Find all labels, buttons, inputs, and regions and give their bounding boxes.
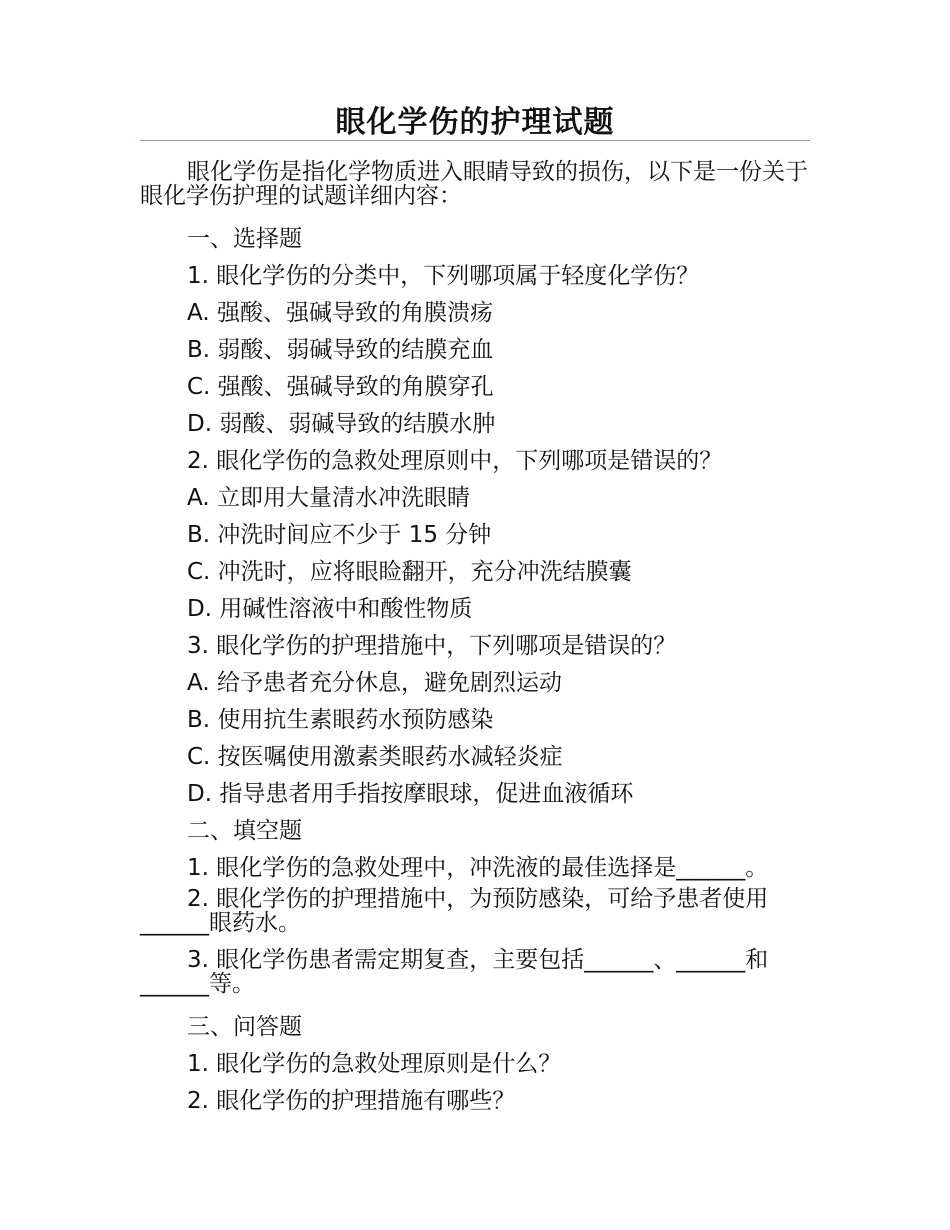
choice-q3-stem: 3. 眼化学伤的护理措施中，下列哪项是错误的？	[187, 633, 677, 659]
choice-q2-option-d: D. 用碱性溶液中和酸性物质	[187, 596, 473, 622]
intro-paragraph: 眼化学伤是指化学物质进入眼睛导致的损伤，以下是一份关于眼化学伤护理的试题详细内容：	[140, 159, 808, 209]
choice-q1-option-b: B. 弱酸、弱碱导致的结膜充血	[187, 337, 494, 363]
choice-q3-option-d: D. 指导患者用手指按摩眼球，促进血液循环	[187, 781, 634, 807]
section-heading-essay: 三、问答题	[187, 1014, 302, 1040]
choice-q3-option-c: C. 按医嘱使用激素类眼药水减轻炎症	[187, 744, 563, 770]
choice-q2-option-b: B. 冲洗时间应不少于 15 分钟	[187, 522, 492, 548]
choice-q1-option-c: C. 强酸、强碱导致的角膜穿孔	[187, 374, 494, 400]
choice-q2-option-c: C. 冲洗时，应将眼睑翻开，充分冲洗结膜囊	[187, 559, 632, 585]
title-underline	[140, 140, 810, 141]
choice-q1-option-a: A. 强酸、强碱导致的角膜溃疡	[187, 300, 493, 326]
choice-q3-option-b: B. 使用抗生素眼药水预防感染	[187, 707, 494, 733]
choice-q2-stem: 2. 眼化学伤的急救处理原则中，下列哪项是错误的？	[187, 448, 723, 474]
fill-q1: 1. 眼化学伤的急救处理中，冲洗液的最佳选择是______。	[187, 855, 769, 881]
fill-q2: 2. 眼化学伤的护理措施中，为预防感染，可给予患者使用______眼药水。	[140, 886, 769, 936]
fill-q3: 3. 眼化学伤患者需定期复查，主要包括______、______和______等。	[140, 947, 769, 997]
section-heading-choice: 一、选择题	[187, 226, 302, 252]
essay-q1: 1. 眼化学伤的急救处理原则是什么？	[187, 1051, 562, 1077]
choice-q3-option-a: A. 给予患者充分休息，避免剧烈运动	[187, 670, 562, 696]
document-title: 眼化学伤的护理试题	[335, 105, 615, 140]
choice-q2-option-a: A. 立即用大量清水冲洗眼睛	[187, 485, 470, 511]
document-body	[140, 158, 810, 1120]
essay-q2: 2. 眼化学伤的护理措施有哪些？	[187, 1088, 516, 1114]
choice-q1-stem: 1. 眼化学伤的分类中，下列哪项属于轻度化学伤？	[187, 263, 700, 289]
section-heading-fill: 二、填空题	[187, 818, 302, 844]
choice-q1-option-d: D. 弱酸、弱碱导致的结膜水肿	[187, 411, 496, 437]
